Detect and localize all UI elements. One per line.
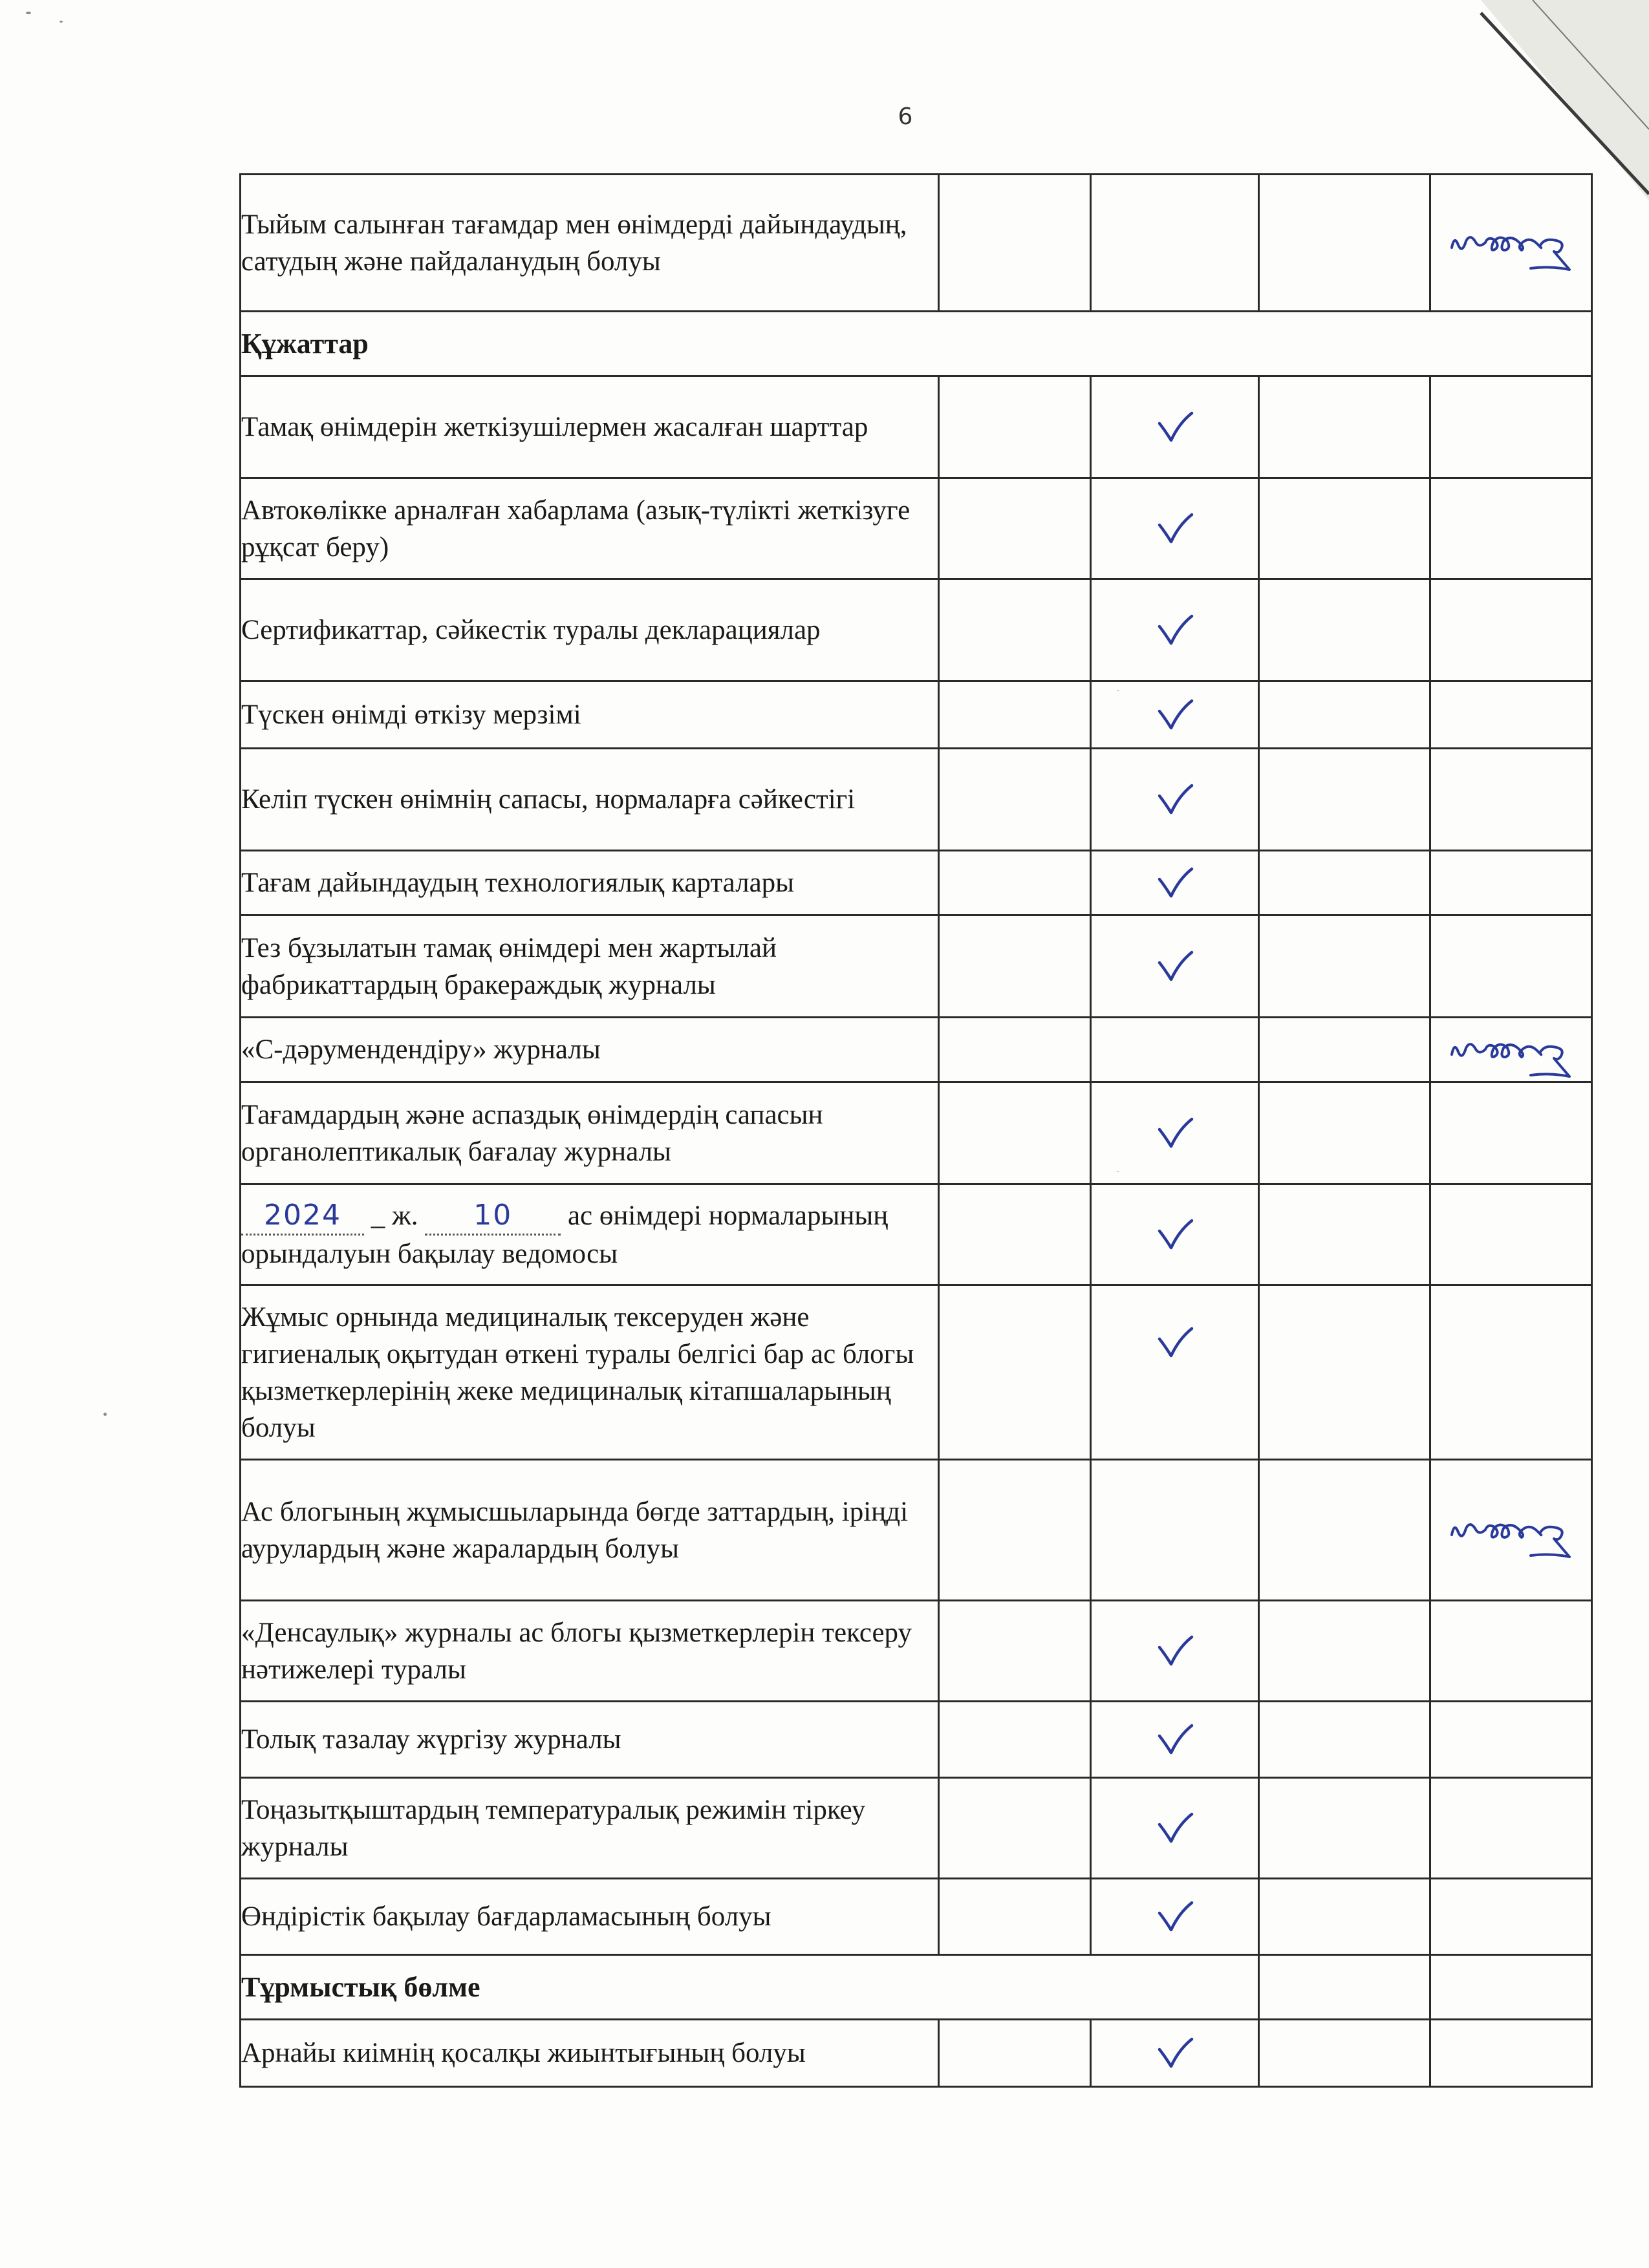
checklist-item-text: Автокөлікке арналған хабарлама (азық-түлікті жеткізуге рұқсат беру) bbox=[241, 478, 939, 579]
checklist-body bbox=[241, 175, 1592, 2087]
checklist-item-text: Тез бұзылатын тамақ өнімдері мен жартылай фабрикаттардың бракераждық журналы bbox=[241, 915, 939, 1018]
inspection-checklist-table bbox=[239, 173, 1593, 2088]
handwritten-check-icon bbox=[1156, 697, 1194, 733]
empty-cell bbox=[939, 1879, 1091, 1955]
empty-cell bbox=[939, 478, 1091, 579]
empty-cell bbox=[1259, 579, 1430, 681]
empty-cell bbox=[1259, 1778, 1430, 1879]
section-heading: Тұрмыстық бөлме bbox=[241, 1955, 1259, 2020]
checklist-row bbox=[241, 2020, 1592, 2087]
checklist-row bbox=[241, 579, 1592, 681]
handwritten-check-icon bbox=[1156, 1217, 1194, 1253]
checklist-item-text: Тағамдардың және аспаздық өнімдердің сапасын органолептикалық бағалау журналы bbox=[241, 1082, 939, 1184]
check-cell bbox=[1091, 749, 1259, 851]
checklist-item-text: Ас блогының жұмысшыларында бөгде заттардың, іріңді аурулардың және жаралардың болуы bbox=[241, 1460, 939, 1601]
handwritten-check-icon bbox=[1156, 2035, 1194, 2071]
empty-cell bbox=[1259, 1285, 1430, 1460]
empty-cell bbox=[1259, 1879, 1430, 1955]
check-cell bbox=[1091, 1778, 1259, 1879]
form-text: ас өнімдері нормаларының орындалуын бақылау ведомосы bbox=[241, 1201, 889, 1269]
empty-cell bbox=[1259, 915, 1430, 1018]
empty-cell bbox=[1430, 478, 1592, 579]
handwritten-check-icon bbox=[1156, 1810, 1194, 1846]
empty-cell bbox=[1259, 376, 1430, 478]
handwritten-note-text: жоқ bbox=[1116, 690, 1119, 692]
empty-cell bbox=[939, 175, 1091, 312]
empty-cell bbox=[1259, 1082, 1430, 1184]
empty-cell bbox=[1259, 1018, 1430, 1082]
handwritten-note bbox=[1116, 690, 1582, 1086]
handwritten-note bbox=[1116, 1170, 1582, 1566]
checklist-item-text: Тағам дайындаудың технологиялық карталары bbox=[241, 851, 939, 915]
empty-cell bbox=[1091, 1018, 1259, 1082]
empty-cell bbox=[1430, 2020, 1592, 2087]
empty-cell bbox=[1430, 579, 1592, 681]
empty-cell bbox=[939, 1285, 1091, 1460]
empty-cell bbox=[1430, 749, 1592, 851]
check-cell bbox=[1091, 915, 1259, 1018]
empty-cell bbox=[1259, 851, 1430, 915]
handwritten-check-icon bbox=[1156, 1325, 1194, 1361]
handwritten-check-icon bbox=[1156, 612, 1194, 648]
checklist-item-text: «С-дәрумендендіру» журналы bbox=[241, 1018, 939, 1082]
empty-cell bbox=[1259, 2020, 1430, 2087]
empty-cell bbox=[939, 1702, 1091, 1778]
handwritten-check-icon bbox=[1156, 865, 1194, 901]
form-separator: _ ж. bbox=[364, 1201, 426, 1231]
empty-cell bbox=[1091, 175, 1259, 312]
check-cell bbox=[1091, 851, 1259, 915]
checklist-row bbox=[241, 1184, 1592, 1285]
handwritten-check-icon bbox=[1156, 511, 1194, 547]
empty-cell bbox=[1430, 681, 1592, 749]
empty-cell bbox=[939, 1184, 1091, 1285]
check-cell bbox=[1091, 1082, 1259, 1184]
handwritten-check-icon bbox=[1156, 1633, 1194, 1669]
empty-cell bbox=[1259, 1184, 1430, 1285]
checklist-item-text: Жұмыс орнында медициналық тексеруден және гигиеналық оқытудан өткені туралы белгісі бар ас блогы қызметкерлерінің жеке медициналық кітапшаларының болуы bbox=[241, 1285, 939, 1460]
empty-cell bbox=[939, 1601, 1091, 1702]
empty-cell bbox=[1430, 1955, 1592, 2020]
empty-cell bbox=[939, 681, 1091, 749]
empty-cell bbox=[1259, 175, 1430, 312]
checklist-item-text: Арнайы киімнің қосалқы жиынтығының болуы bbox=[241, 2020, 939, 2087]
empty-cell bbox=[1430, 1184, 1592, 1285]
checklist-item-text: Тамақ өнімдерін жеткізушілермен жасалған шарттар bbox=[241, 376, 939, 478]
empty-cell bbox=[1259, 1955, 1430, 2020]
checklist-item-text: «Денсаулық» журналы ас блогы қызметкерлерін тексеру нәтижелері туралы bbox=[241, 1601, 939, 1702]
handwritten-check-icon bbox=[1156, 782, 1194, 818]
handwritten-check-icon bbox=[1156, 948, 1194, 985]
note-cell bbox=[1116, 690, 1592, 1082]
check-cell bbox=[1091, 2020, 1259, 2087]
checklist-item-text: Келіп түскен өнімнің сапасы, нормаларға сәйкестігі bbox=[241, 749, 939, 851]
note-cell bbox=[1116, 1170, 1592, 1601]
checklist-item-text bbox=[241, 1184, 939, 1285]
empty-cell bbox=[939, 1018, 1091, 1082]
empty-cell bbox=[1430, 376, 1592, 478]
scan-speck bbox=[103, 1413, 107, 1416]
handwritten-check-icon bbox=[1156, 1899, 1194, 1935]
check-cell bbox=[1091, 1879, 1259, 1955]
empty-cell bbox=[939, 1082, 1091, 1184]
checklist-item-text: Тыйым салынған тағамдар мен өнімдерді дайындаудың, сатудың және пайдаланудың болуы bbox=[241, 175, 939, 312]
scan-speck bbox=[26, 12, 31, 14]
check-cell bbox=[1091, 1702, 1259, 1778]
checklist-item-text: Толық тазалау жүргізу журналы bbox=[241, 1702, 939, 1778]
checklist-row bbox=[241, 1285, 1592, 1460]
handwritten-check-icon bbox=[1156, 1115, 1194, 1151]
check-cell bbox=[1091, 681, 1259, 749]
checklist-row bbox=[241, 749, 1592, 851]
checklist-row bbox=[241, 1601, 1592, 1702]
checklist-row bbox=[241, 376, 1592, 478]
check-cell bbox=[1091, 1184, 1259, 1285]
checklist-row bbox=[241, 478, 1592, 579]
checklist-row bbox=[241, 1778, 1592, 1879]
handwritten-note-text: жоқ bbox=[1116, 1170, 1119, 1172]
empty-cell bbox=[939, 579, 1091, 681]
empty-cell bbox=[1430, 915, 1592, 1018]
empty-cell bbox=[1091, 1460, 1259, 1601]
empty-cell bbox=[1430, 1082, 1592, 1184]
check-cell bbox=[1091, 579, 1259, 681]
handwritten-check-icon bbox=[1156, 1722, 1194, 1758]
checklist-row bbox=[241, 1460, 1592, 1601]
section-row bbox=[241, 312, 1592, 376]
empty-cell bbox=[1259, 1460, 1430, 1601]
empty-cell bbox=[939, 749, 1091, 851]
empty-cell bbox=[1430, 1601, 1592, 1702]
check-cell bbox=[1091, 1285, 1259, 1460]
checklist-item-text: Түскен өнімді өткізу мерзімі bbox=[241, 681, 939, 749]
section-row bbox=[241, 1955, 1592, 2020]
empty-cell bbox=[939, 1460, 1091, 1601]
checklist-row bbox=[241, 1082, 1592, 1184]
checklist-row bbox=[241, 1702, 1592, 1778]
empty-cell bbox=[939, 851, 1091, 915]
note-cell bbox=[1430, 175, 1592, 312]
handwritten-check-icon bbox=[1156, 409, 1194, 445]
scan-speck bbox=[59, 21, 63, 23]
page-number: 6 bbox=[898, 103, 913, 130]
checklist-row bbox=[241, 681, 1592, 749]
empty-cell bbox=[939, 915, 1091, 1018]
check-cell bbox=[1091, 1601, 1259, 1702]
empty-cell bbox=[1259, 478, 1430, 579]
check-cell bbox=[1091, 376, 1259, 478]
empty-cell bbox=[1430, 1879, 1592, 1955]
empty-cell bbox=[1259, 1702, 1430, 1778]
empty-cell bbox=[1259, 681, 1430, 749]
checklist-row bbox=[241, 175, 1592, 312]
empty-cell bbox=[1430, 1778, 1592, 1879]
month-field: 10 bbox=[425, 1197, 561, 1236]
checklist-row bbox=[241, 1879, 1592, 1955]
checklist-item-text: Тоңазытқыштардың температуралық режимін тіркеу журналы bbox=[241, 1778, 939, 1879]
empty-cell bbox=[1259, 1601, 1430, 1702]
checklist-item-text: Өндірістік бақылау бағдарламасының болуы bbox=[241, 1879, 939, 1955]
section-heading: Құжаттар bbox=[241, 312, 1592, 376]
check-cell bbox=[1091, 478, 1259, 579]
checklist-row bbox=[241, 915, 1592, 1018]
checklist-item-text: Сертификаттар, сәйкестік туралы декларациялар bbox=[241, 579, 939, 681]
empty-cell bbox=[939, 376, 1091, 478]
checklist-row bbox=[241, 851, 1592, 915]
year-field: 2024 bbox=[241, 1197, 364, 1236]
checklist-row bbox=[241, 1018, 1592, 1082]
handwritten-note bbox=[1440, 208, 1582, 279]
empty-cell bbox=[1430, 1702, 1592, 1778]
empty-cell bbox=[1430, 851, 1592, 915]
empty-cell bbox=[1430, 1285, 1592, 1460]
empty-cell bbox=[939, 1778, 1091, 1879]
empty-cell bbox=[1259, 749, 1430, 851]
empty-cell bbox=[939, 2020, 1091, 2087]
